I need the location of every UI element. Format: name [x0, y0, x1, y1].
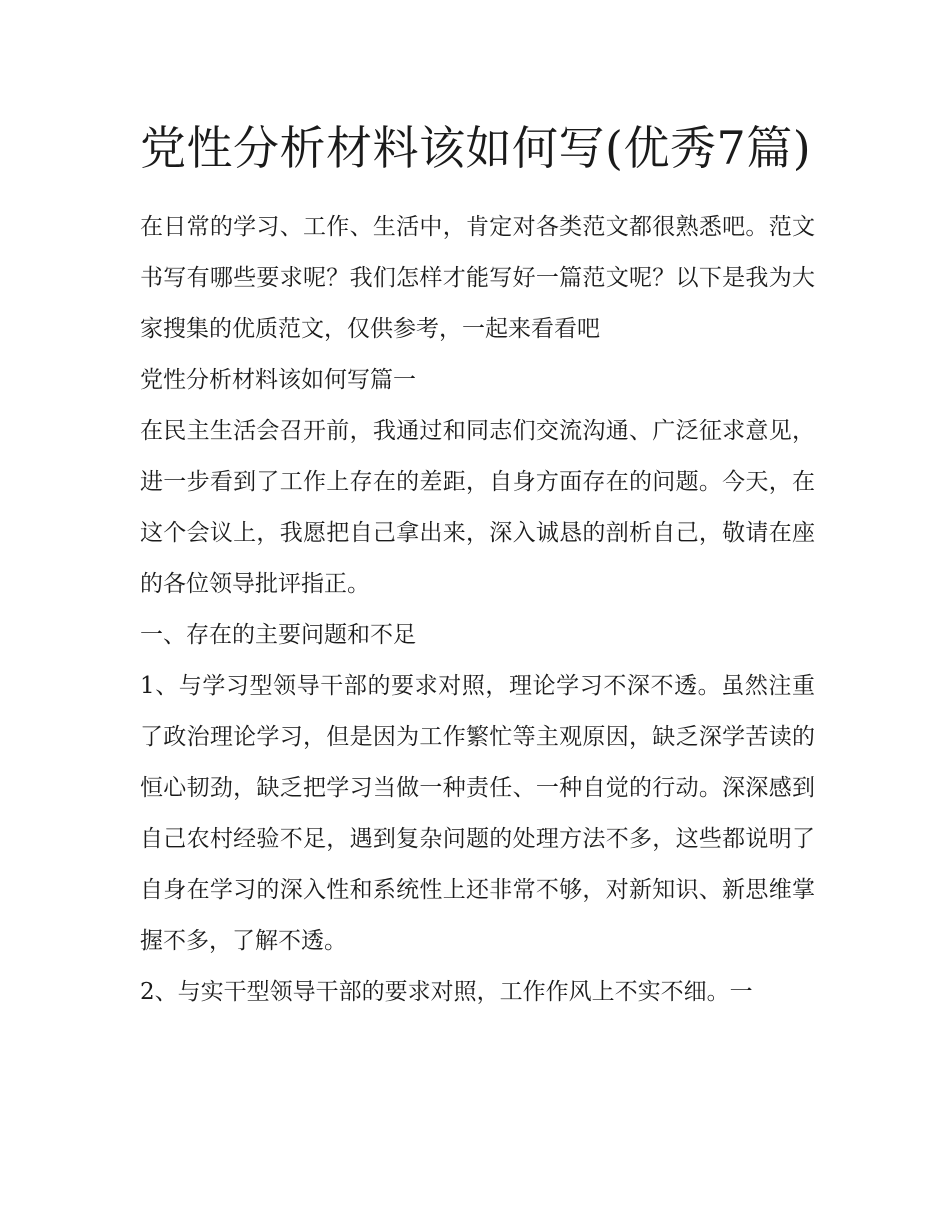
list-item-1: 1、与学习型领导干部的要求对照，理论学习不深不透。虽然注重了政治理论学习，但是因为工作繁忙等主观原因，缺乏深学苦读的恒心韧劲，缺乏把学习当做一种责任、一种自觉的行动。深深感到自己农村经验不足，遇到复杂问题的处理方法不多，这些都说明了自身在学习的深入性和系统性上还非常不够，对新知识、新思维掌握不多，了解不透。 — [140, 673, 815, 954]
subheading-problems: 一、存在的主要问题和不足 — [140, 622, 416, 648]
intro-paragraph: 在日常的学习、工作、生活中，肯定对各类范文都很熟悉吧。范文书写有哪些要求呢？我们怎样才能写好一篇范文呢？以下是我为大家搜集的优质范文，仅供参考，一起来看看吧 — [140, 214, 815, 342]
list-item-2: 2、与实干型领导干部的要求对照，工作作风上不实不细。一 — [140, 979, 753, 1005]
body-paragraph-1: 在民主生活会召开前，我通过和同志们交流沟通、广泛征求意见，进一步看到了工作上存在的差距，自身方面存在的问题。今天，在这个会议上，我愿把自己拿出来，深入诚恳的剖析自己，敬请在座的各位领导批评指正。 — [140, 418, 815, 597]
section-heading: 党性分析材料该如何写篇一 — [140, 367, 416, 393]
document-body — [140, 112, 815, 1018]
document-title: 党性分析材料该如何写(优秀7篇) — [140, 121, 812, 175]
